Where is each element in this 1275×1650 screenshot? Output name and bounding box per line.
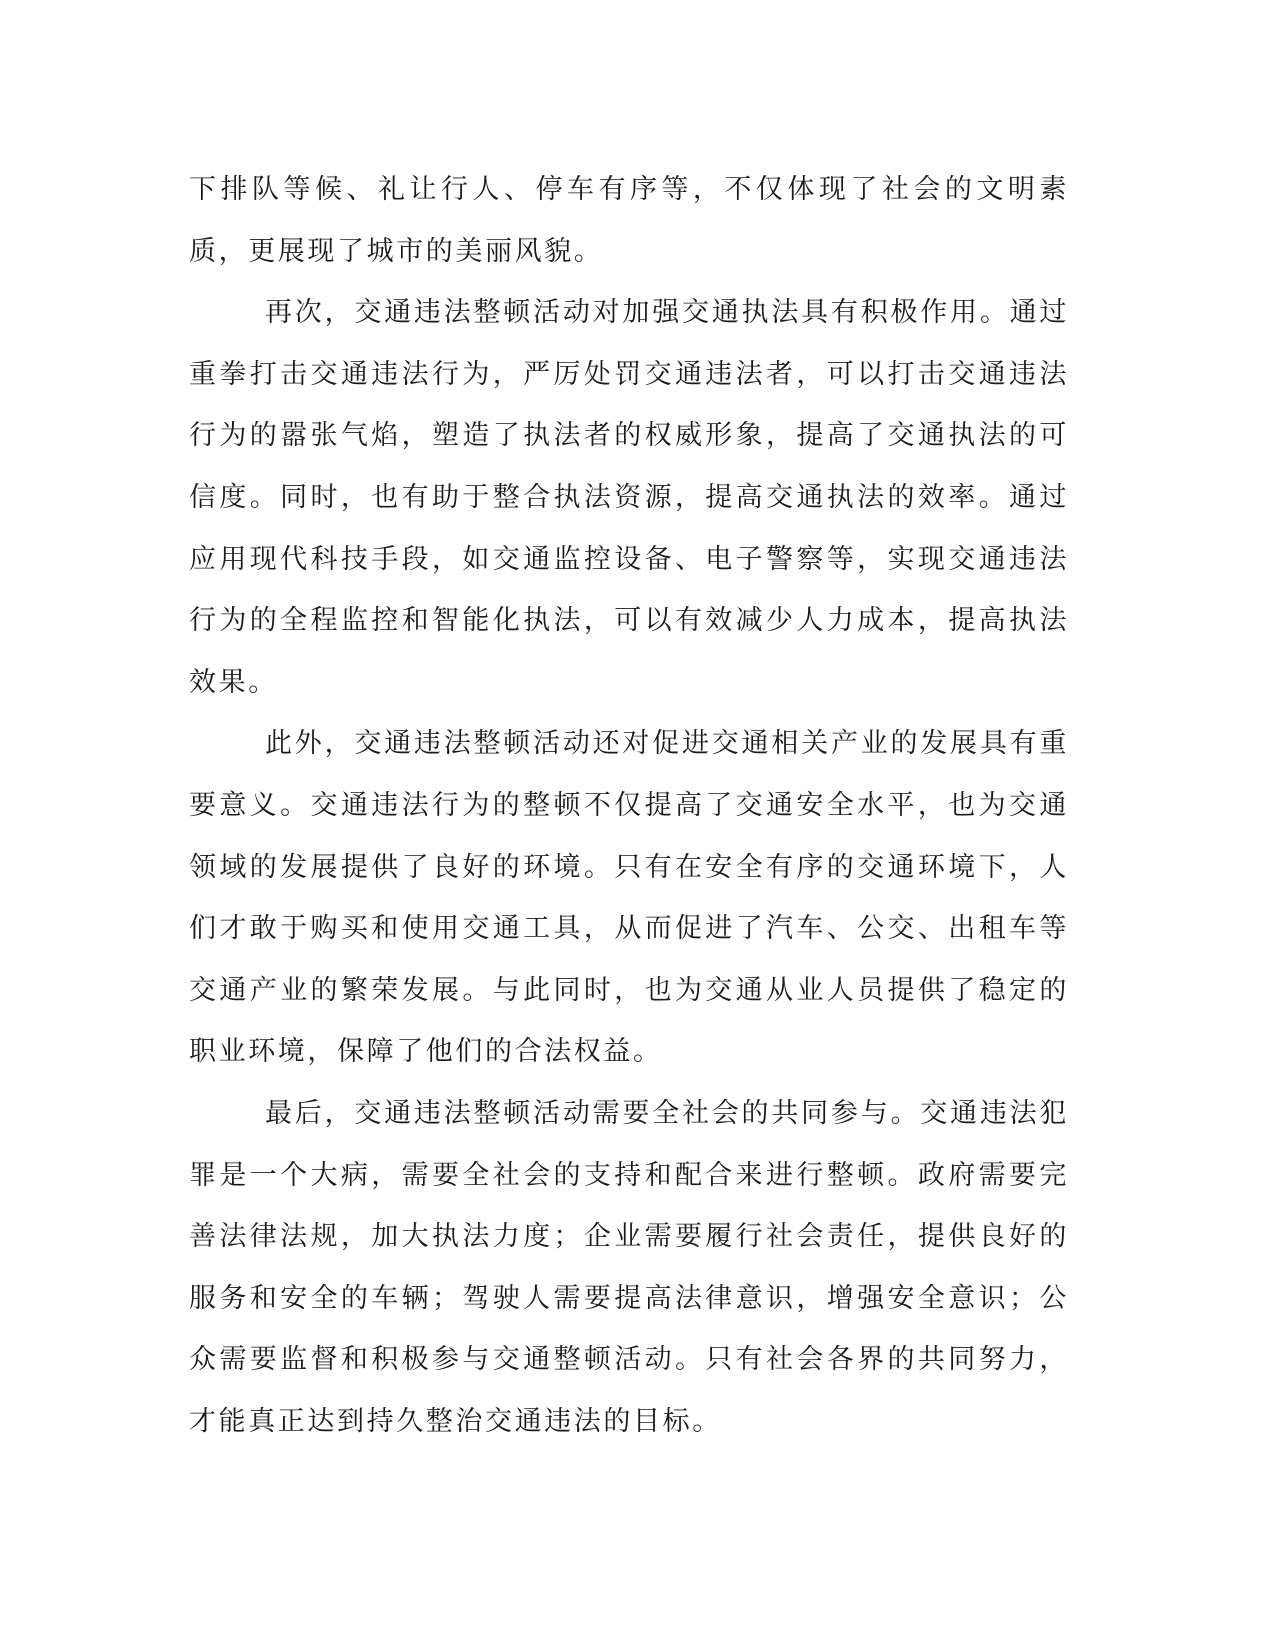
- document-body: [189, 159, 1069, 1452]
- paragraph-4: 最后，交通违法整顿活动需要全社会的共同参与。交通违法犯罪是一个大病，需要全社会的支持和配合来进行整顿。政府需要完善法律法规，加大执法力度；企业需要履行社会责任，提供良好的服务和安全的车辆；驾驶人需要提高法律意识，增强安全意识；公众需要监督和积极参与交通整顿活动。只有社会各界的共同努力，才能真正达到持久整治交通违法的目标。: [189, 1097, 1069, 1437]
- paragraph-1: 下排队等候、礼让行人、停车有序等，不仅体现了社会的文明素质，更展现了城市的美丽风貌。: [189, 174, 1069, 267]
- paragraph-2: 再次，交通违法整顿活动对加强交通执法具有积极作用。通过重拳打击交通违法行为，严厉处罚交通违法者，可以打击交通违法行为的嚣张气焰，塑造了执法者的权威形象，提高了交通执法的可信度。同时，也有助于整合执法资源，提高交通执法的效率。通过应用现代科技手段，如交通监控设备、电子警察等，实现交通违法行为的全程监控和智能化执法，可以有效减少人力成本，提高执法效果。: [189, 297, 1069, 698]
- paragraph-3: 此外，交通违法整顿活动还对促进交通相关产业的发展具有重要意义。交通违法行为的整顿不仅提高了交通安全水平，也为交通领域的发展提供了良好的环境。只有在安全有序的交通环境下，人们才敢于购买和使用交通工具，从而促进了汽车、公交、出租车等交通产业的繁荣发展。与此同时，也为交通从业人员提供了稳定的职业环境，保障了他们的合法权益。: [189, 728, 1069, 1068]
